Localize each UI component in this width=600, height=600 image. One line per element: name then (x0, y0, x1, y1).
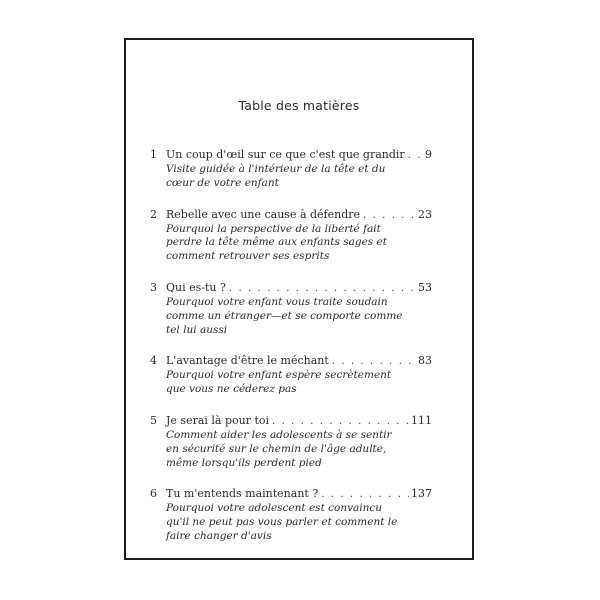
chapter-number: 4 (150, 354, 157, 368)
toc-entry (150, 414, 432, 470)
chapter-title: Je serai là pour toi (166, 413, 270, 427)
chapter-heading-line (166, 208, 432, 223)
book-page (124, 38, 474, 560)
chapter-subtitle: Pourquoi votre enfant espère secrètement que vous ne céderez pas (166, 369, 392, 396)
chapter-subtitle: Comment aider les adolescents à se sentir en sécurité sur le chemin de l'âge adulte, même lorsqu'ils perdent pied (166, 428, 392, 469)
chapter-heading-line (166, 148, 432, 163)
chapter-heading-line (166, 281, 432, 296)
chapter-heading-line (166, 354, 432, 369)
chapter-heading-line (166, 487, 432, 502)
chapter-title: Rebelle avec une cause à défendre (166, 207, 361, 221)
page-number: 9 (425, 148, 432, 161)
chapter-number: 5 (150, 413, 157, 427)
chapter-title: Qui es-tu ? (166, 280, 226, 294)
toc-entry (150, 148, 432, 191)
chapter-title: Un coup d'œil sur ce que c'est que grandir (166, 148, 405, 161)
toc-entry (150, 354, 432, 397)
toc-list (150, 148, 432, 561)
chapter-number: 6 (150, 487, 157, 501)
page-number: 53 (418, 280, 432, 294)
page-number: 23 (418, 207, 432, 221)
dot-leader (332, 355, 416, 369)
toc-entry (150, 487, 432, 543)
chapter-title: L'avantage d'être le méchant (166, 354, 329, 368)
dot-leader (272, 415, 409, 429)
chapter-number: 1 (150, 148, 157, 161)
chapter-subtitle: Pourquoi votre adolescent est convaincu qu'il ne peut pas vous parler et comment le faire changer d'avis (166, 502, 398, 542)
chapter-subtitle: Pourquoi la perspective de la liberté fait perdre la tête même aux enfants sages et comment retrouver ses esprits (166, 222, 387, 263)
chapter-number: 3 (150, 280, 157, 294)
dot-leader (363, 209, 416, 223)
chapter-title: Tu m'entends maintenant ? (166, 487, 319, 501)
page-title: Table des matières (238, 98, 360, 113)
toc-entry (150, 208, 432, 264)
dot-leader (229, 282, 416, 296)
toc-entry (150, 281, 432, 337)
chapter-subtitle: Visite guidée à l'intérieur de la tête et du cœur de votre enfant (166, 163, 386, 189)
page-number: 83 (418, 354, 432, 368)
chapter-subtitle: Pourquoi votre enfant vous traite soudain comme un étranger—et se comporte comme tel lui aussi (166, 295, 403, 336)
chapter-heading-line (166, 414, 432, 429)
page-number: 111 (411, 413, 432, 427)
dot-leader (408, 149, 423, 163)
chapter-number: 2 (150, 207, 157, 221)
page-number: 137 (411, 487, 432, 501)
dot-leader (321, 488, 409, 502)
